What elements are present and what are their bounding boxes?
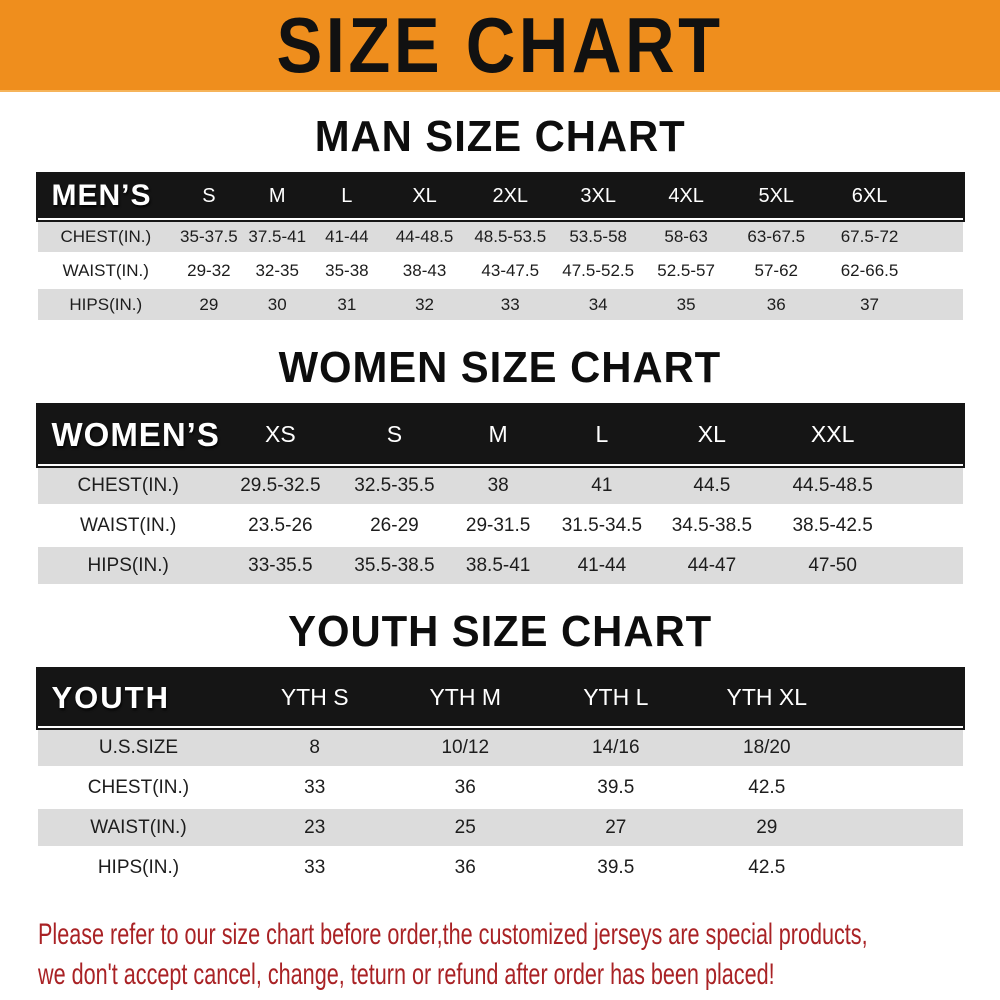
filler-cell bbox=[843, 768, 963, 808]
size-value-cell: 29-32 bbox=[187, 260, 231, 280]
row-label: CHEST(IN.) bbox=[77, 474, 179, 496]
row-label: HIPS(IN.) bbox=[69, 294, 143, 314]
size-column-header: XL bbox=[412, 184, 437, 207]
disclaimer-line-2: we don't accept cancel, change, teturn or refund after order has been placed! bbox=[38, 958, 775, 991]
row-label: U.S.SIZE bbox=[98, 736, 179, 758]
size-value-cell: 37 bbox=[860, 294, 879, 314]
filler-cell bbox=[917, 220, 963, 254]
size-value-cell: 30 bbox=[267, 294, 287, 314]
women-section-title bbox=[0, 343, 1000, 393]
size-value-cell: 58-63 bbox=[664, 226, 708, 246]
size-value-cell: 25 bbox=[454, 816, 476, 838]
size-value-cell: 44-47 bbox=[687, 554, 737, 576]
size-value-cell: 42.5 bbox=[748, 776, 786, 798]
filler-cell bbox=[917, 174, 963, 220]
size-value-cell: 38 bbox=[487, 474, 509, 496]
size-value-cell: 44.5 bbox=[693, 474, 731, 496]
size-column-header: YTH L bbox=[583, 684, 649, 710]
size-value-cell: 36 bbox=[766, 294, 786, 314]
table-row bbox=[38, 466, 963, 506]
size-value-cell: 26-29 bbox=[370, 514, 419, 536]
size-column-header: L bbox=[595, 421, 609, 447]
row-label: WAIST(IN.) bbox=[79, 514, 177, 536]
size-value-cell: 32.5-35.5 bbox=[354, 474, 435, 496]
filler-cell bbox=[896, 405, 963, 466]
banner-title: SIZE CHART bbox=[276, 1, 724, 89]
youth-section bbox=[0, 607, 1000, 889]
row-label: CHEST(IN.) bbox=[60, 226, 152, 246]
size-value-cell: 33 bbox=[500, 294, 520, 314]
size-column-header: M bbox=[268, 184, 286, 207]
size-value-cell: 44-48.5 bbox=[395, 226, 454, 246]
size-value-cell: 38-43 bbox=[402, 260, 447, 280]
filler-cell bbox=[896, 466, 963, 506]
table-corner-label: MEN’S bbox=[51, 179, 152, 212]
size-value-cell: 33 bbox=[304, 776, 326, 798]
youth-size-table bbox=[38, 669, 963, 889]
men-section bbox=[0, 112, 1000, 323]
mens-size-table bbox=[38, 174, 963, 323]
size-value-cell: 43-47.5 bbox=[481, 260, 540, 280]
size-column-header: 5XL bbox=[758, 184, 795, 207]
size-value-cell: 52.5-57 bbox=[657, 260, 715, 280]
size-value-cell: 29 bbox=[756, 816, 778, 838]
size-column-header: 2XL bbox=[492, 184, 529, 207]
table-row bbox=[38, 728, 963, 768]
size-value-cell: 44.5-48.5 bbox=[792, 474, 873, 496]
row-label: HIPS(IN.) bbox=[97, 856, 180, 878]
size-column-header: S bbox=[202, 184, 216, 207]
disclaimer bbox=[38, 915, 1000, 995]
size-value-cell: 29.5-32.5 bbox=[240, 474, 321, 496]
filler-cell bbox=[843, 669, 963, 728]
filler-cell bbox=[896, 506, 963, 546]
size-column-header: XXL bbox=[810, 421, 855, 447]
size-value-cell: 37.5-41 bbox=[248, 226, 307, 246]
size-value-cell: 47.5-52.5 bbox=[562, 260, 635, 280]
table-row bbox=[38, 546, 963, 586]
size-column-header: 6XL bbox=[851, 184, 888, 207]
table-row bbox=[38, 848, 963, 888]
row-label: WAIST(IN.) bbox=[62, 260, 149, 280]
size-value-cell: 35.5-38.5 bbox=[354, 554, 435, 576]
filler-cell bbox=[896, 546, 963, 586]
row-label: HIPS(IN.) bbox=[87, 554, 169, 576]
size-value-cell: 29 bbox=[199, 294, 219, 314]
size-value-cell: 35-37.5 bbox=[180, 226, 238, 246]
size-value-cell: 35-38 bbox=[325, 260, 369, 280]
size-value-cell: 41-44 bbox=[325, 226, 369, 246]
size-column-header: XS bbox=[265, 421, 296, 447]
filler-cell bbox=[917, 288, 963, 322]
banner bbox=[0, 0, 1000, 92]
womens-size-table bbox=[38, 405, 963, 587]
size-column-header: XL bbox=[697, 421, 726, 447]
filler-cell bbox=[843, 728, 963, 768]
row-label: CHEST(IN.) bbox=[87, 776, 190, 798]
size-value-cell: 67.5-72 bbox=[840, 226, 899, 246]
size-value-cell: 33-35.5 bbox=[248, 554, 313, 576]
size-value-cell: 31.5-34.5 bbox=[561, 514, 643, 536]
men-section-title bbox=[0, 112, 1000, 162]
size-value-cell: 18/20 bbox=[743, 736, 791, 758]
table-row bbox=[38, 254, 963, 288]
size-column-header: M bbox=[488, 421, 508, 447]
size-column-header: 4XL bbox=[668, 184, 704, 207]
row-label: WAIST(IN.) bbox=[90, 816, 187, 838]
filler-cell bbox=[843, 848, 963, 888]
size-value-cell: 62-66.5 bbox=[840, 260, 899, 280]
table-row bbox=[38, 808, 963, 848]
table-row bbox=[38, 506, 963, 546]
size-value-cell: 27 bbox=[605, 816, 627, 838]
table-row bbox=[38, 288, 963, 322]
size-value-cell: 33 bbox=[304, 856, 326, 878]
size-column-header: YTH XL bbox=[726, 684, 808, 710]
size-value-cell: 23 bbox=[304, 816, 326, 838]
size-value-cell: 32 bbox=[415, 294, 434, 314]
women-section-title-text: WOMEN SIZE CHART bbox=[278, 343, 722, 392]
table-header-row bbox=[38, 405, 963, 466]
size-value-cell: 23.5-26 bbox=[248, 514, 313, 536]
table-row bbox=[38, 220, 963, 254]
women-section bbox=[0, 343, 1000, 587]
size-value-cell: 39.5 bbox=[597, 856, 635, 878]
size-column-header: 3XL bbox=[580, 184, 616, 207]
size-value-cell: 8 bbox=[309, 736, 320, 758]
youth-section-title-text: YOUTH SIZE CHART bbox=[288, 607, 712, 656]
size-value-cell: 41 bbox=[591, 474, 613, 496]
table-header-row bbox=[38, 669, 963, 728]
filler-cell bbox=[843, 808, 963, 848]
size-value-cell: 36 bbox=[454, 776, 476, 798]
size-value-cell: 34.5-38.5 bbox=[671, 514, 753, 536]
size-value-cell: 48.5-53.5 bbox=[474, 226, 547, 246]
size-value-cell: 35 bbox=[676, 294, 696, 314]
size-value-cell: 34 bbox=[588, 294, 608, 314]
filler-cell bbox=[917, 254, 963, 288]
table-row bbox=[38, 768, 963, 808]
size-column-header: YTH M bbox=[429, 684, 502, 710]
size-value-cell: 29-31.5 bbox=[465, 514, 531, 536]
size-value-cell: 14/16 bbox=[592, 736, 640, 758]
size-value-cell: 10/12 bbox=[441, 736, 490, 758]
size-value-cell: 53.5-58 bbox=[569, 226, 628, 246]
size-column-header: S bbox=[386, 421, 403, 447]
size-value-cell: 63-67.5 bbox=[747, 226, 806, 246]
size-value-cell: 41-44 bbox=[577, 554, 627, 576]
disclaimer-line-1: Please refer to our size chart before order,the customized jerseys are special products, bbox=[38, 918, 868, 951]
youth-section-title bbox=[0, 607, 1000, 657]
size-value-cell: 47-50 bbox=[808, 554, 857, 576]
size-value-cell: 38.5-41 bbox=[465, 554, 531, 576]
size-value-cell: 32-35 bbox=[255, 260, 299, 280]
size-value-cell: 31 bbox=[337, 294, 357, 314]
men-section-title-text: MAN SIZE CHART bbox=[314, 112, 686, 161]
size-column-header: L bbox=[341, 184, 353, 207]
table-header-row bbox=[38, 174, 963, 220]
size-value-cell: 42.5 bbox=[748, 856, 786, 878]
size-value-cell: 39.5 bbox=[597, 776, 635, 798]
table-corner-label: WOMEN’S bbox=[51, 415, 220, 453]
size-value-cell: 57-62 bbox=[754, 260, 798, 280]
size-value-cell: 36 bbox=[454, 856, 476, 878]
table-corner-label: YOUTH bbox=[51, 679, 170, 715]
size-value-cell: 38.5-42.5 bbox=[792, 514, 873, 536]
size-column-header: YTH S bbox=[280, 684, 349, 710]
